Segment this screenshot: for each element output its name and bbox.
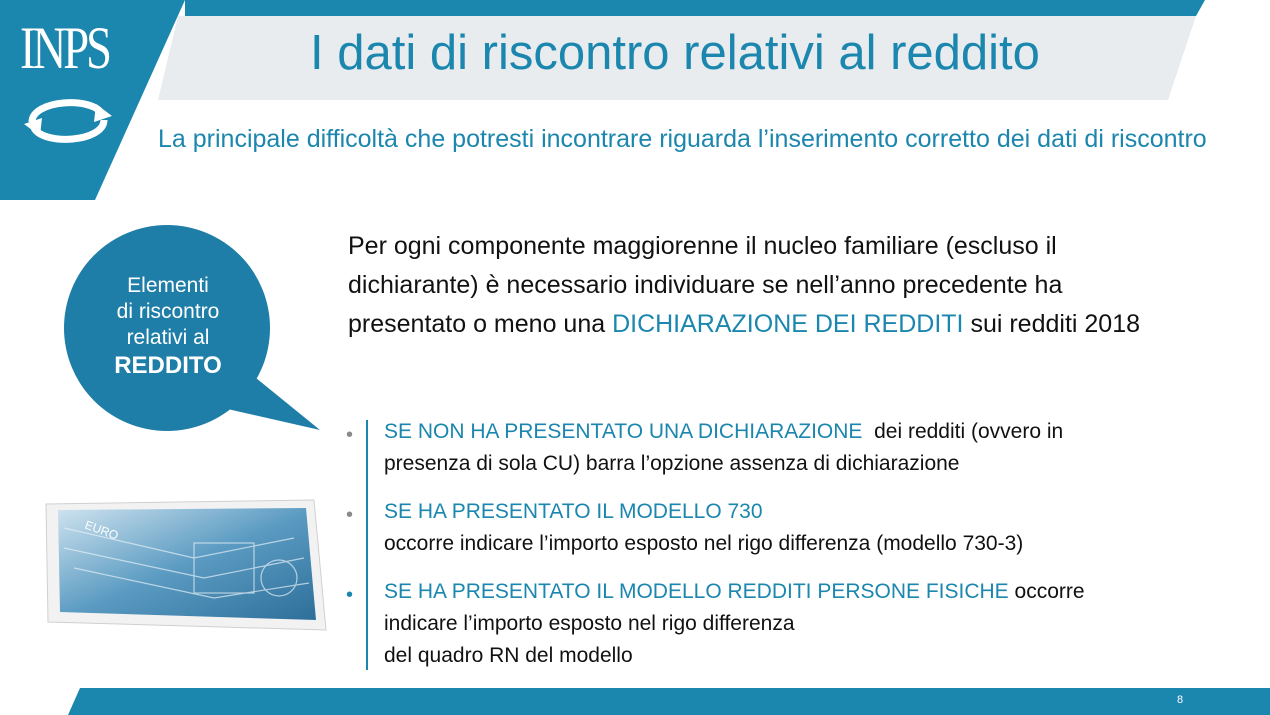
bullet-divider bbox=[366, 420, 368, 670]
bullet-item bbox=[384, 496, 1164, 560]
footer-band bbox=[0, 688, 1270, 715]
page-number: 8 bbox=[1176, 694, 1184, 706]
bullet-text: presenza di sola CU) barra l’opzione assenza di dichiarazione bbox=[384, 452, 960, 475]
bullet-text: del quadro RN del modello bbox=[384, 644, 633, 667]
bubble-keyword: REDDITO bbox=[114, 352, 222, 379]
banknotes-photo bbox=[44, 498, 334, 643]
bubble-line: Elementi bbox=[127, 274, 209, 297]
bullet-dot: • bbox=[346, 584, 354, 606]
recycle-arrows-icon bbox=[22, 90, 114, 150]
bubble-line: di riscontro bbox=[116, 300, 220, 323]
intro-paragraph bbox=[348, 227, 1148, 344]
bullet-item bbox=[384, 416, 1164, 480]
bullet-highlight: SE NON HA PRESENTATO UNA DICHIARAZIONE bbox=[384, 420, 863, 443]
bullet-dot: • bbox=[346, 504, 354, 526]
intro-highlight: DICHIARAZIONE DEI REDDITI bbox=[612, 310, 964, 338]
svg-text:EURO: EURO bbox=[82, 517, 121, 543]
bubble-text bbox=[88, 273, 248, 381]
inps-logo: INPS bbox=[20, 15, 109, 81]
subtitle: La principale difficoltà che potresti incontrare riguarda l’inserimento corretto dei dati di riscontro bbox=[158, 125, 1207, 153]
bullet-dot: • bbox=[346, 424, 354, 446]
bubble-line: relativi al bbox=[126, 326, 210, 349]
bullet-highlight: SE HA PRESENTATO IL MODELLO 730 bbox=[384, 500, 763, 523]
bullet-text: dei redditi (ovvero in bbox=[862, 420, 1064, 443]
bullet-highlight: SE HA PRESENTATO IL MODELLO REDDITI PERSONE FISICHE bbox=[384, 580, 1009, 603]
intro-text-end: sui redditi 2018 bbox=[963, 310, 1141, 338]
intro-text: Per ogni componente maggiorenne il nucleo familiare (escluso il dichiarante) è necessario individuare se nell’anno precedente ha presentato o meno una bbox=[348, 232, 1063, 338]
page-title: I dati di riscontro relativi al reddito bbox=[310, 26, 1040, 80]
bullet-item bbox=[384, 576, 1164, 672]
bullet-text: occorre bbox=[1008, 580, 1085, 603]
bullet-text: occorre indicare l’importo esposto nel rigo differenza (modello 730-3) bbox=[384, 532, 1024, 555]
bullet-text: indicare l’importo esposto nel rigo differenza bbox=[384, 612, 795, 635]
